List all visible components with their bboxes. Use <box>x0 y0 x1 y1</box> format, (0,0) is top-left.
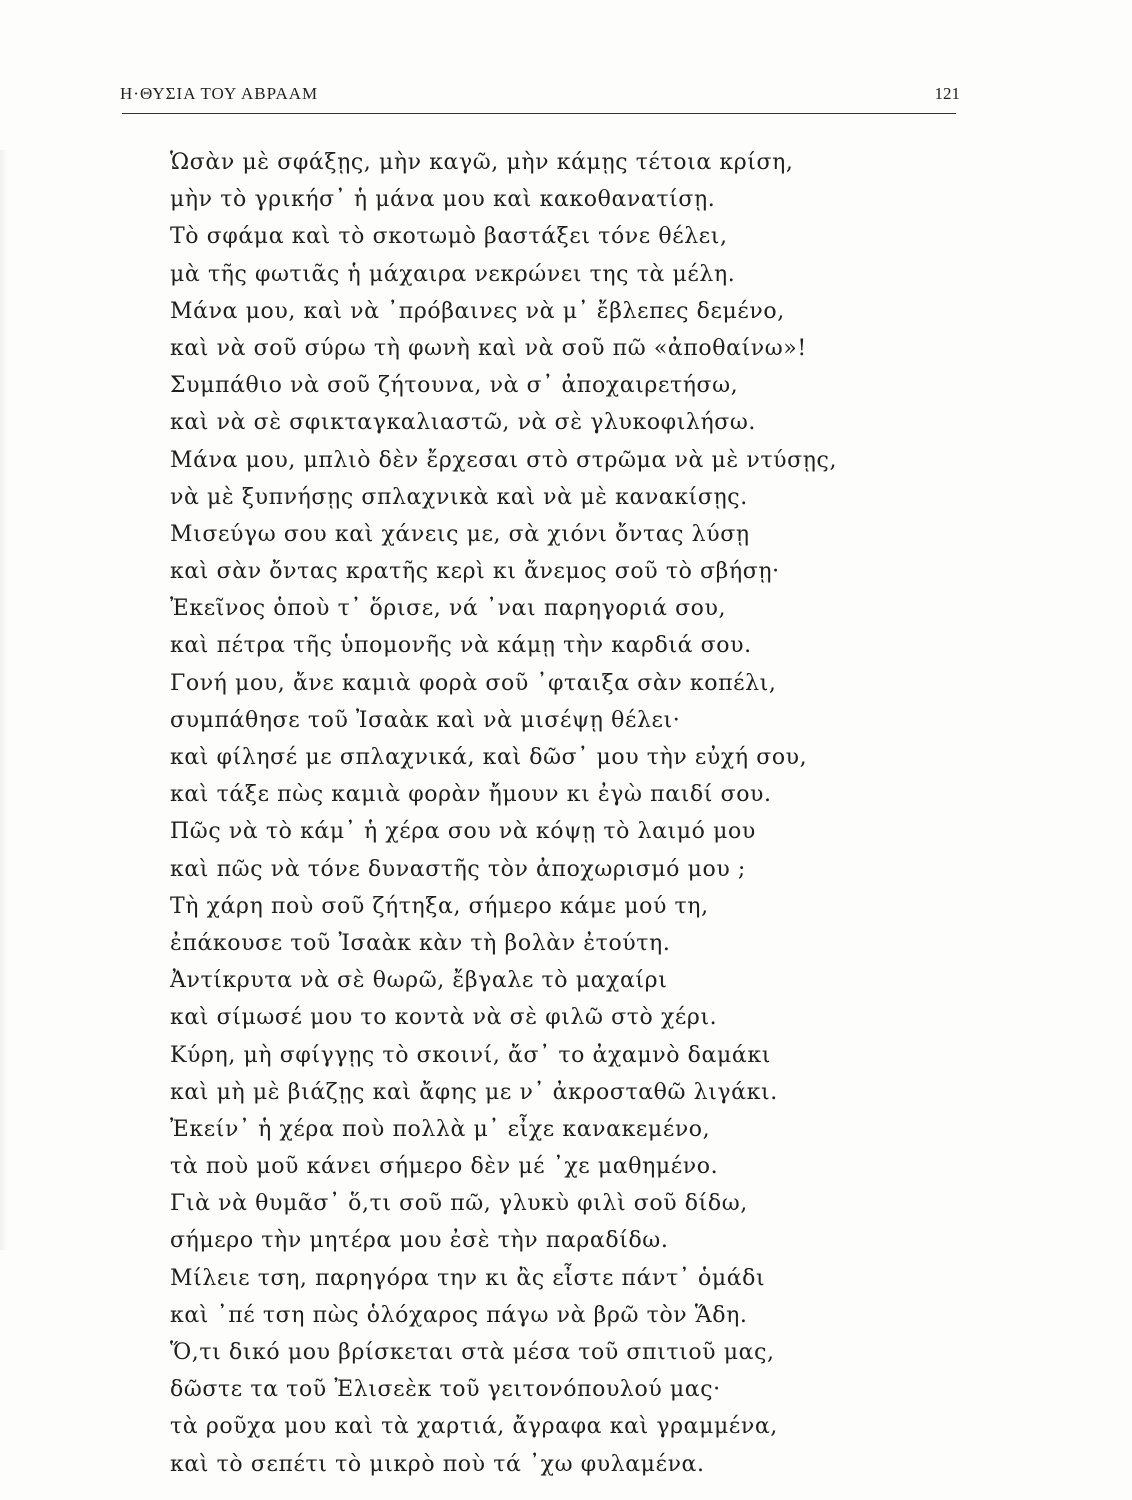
poem-line: δῶστε τα τοῦ Ἐλισεὲκ τοῦ γειτονόπουλού μας· <box>170 1377 721 1403</box>
running-header <box>120 84 960 114</box>
poem-line: τὰ ποὺ μοῦ κάνει σήμερο δὲν μέ ᾽χε μαθημένο. <box>170 1154 719 1180</box>
running-title: Η·ΘΥΣΙΑ ΤΟΥ ΑΒΡΑΑΜ <box>120 84 319 103</box>
header-rule <box>122 113 956 114</box>
poem-line: Μάνα μου, μπλιὸ δὲν ἔρχεσαι στὸ στρῶμα νὰ μὲ ντύσῃς, <box>170 447 838 473</box>
poem-line: Κύρη, μὴ σφίγγῃς τὸ σκοινί, ἄσ᾽ το ἀχαμνὸ δαμάκι <box>170 1042 771 1068</box>
poem-line: καὶ πῶς νὰ τόνε δυναστῆς τὸν ἀποχωρισμό μου ; <box>170 856 746 882</box>
poem-line: Ὡσὰν μὲ σφάξῃς, μὴν καγῶ, μὴν κάμῃς τέτοια κρίση, <box>170 150 794 175</box>
poem-line: Ἐκεῖνος ὁποὺ τ᾽ ὅρισε, νά ᾽ναι παρηγοριά σου, <box>170 596 727 622</box>
poem-line: καὶ νὰ σὲ σφικταγκαλιαστῶ, νὰ σὲ γλυκοφιλήσω. <box>170 410 756 436</box>
poem-line: Γονή μου, ἄνε καμιὰ φορὰ σοῦ ᾽φταιξα σὰν κοπέλι, <box>170 670 777 696</box>
poem-line: καὶ σὰν ὄντας κρατῆς κερὶ κι ἄνεμος σοῦ τὸ σβήσῃ· <box>170 559 780 585</box>
poem-line: Ὅ,τι δικό μου βρίσκεται στὰ μέσα τοῦ σπιτιοῦ μας, <box>170 1340 775 1365</box>
poem-line: καὶ πέτρα τῆς ὑπομονῆς νὰ κάμῃ τὴν καρδιά σου. <box>170 633 752 659</box>
poem-line: ἐπάκουσε τοῦ Ἰσαὰκ κὰν τὴ βολὰν ἐτούτη. <box>170 930 671 956</box>
poem-line: Γιὰ νὰ θυμᾶσ᾽ ὅ,τι σοῦ πῶ, γλυκὺ φιλὶ σοῦ δίδω, <box>170 1191 748 1217</box>
poem-line: καὶ μὴ μὲ βιάζῃς καὶ ἄφης με ν᾽ ἀκροσταθῶ λιγάκι. <box>170 1079 778 1105</box>
poem-line: καὶ τὸ σεπέτι τὸ μικρὸ ποὺ τά ᾽χω φυλαμένα. <box>170 1451 705 1477</box>
page-number: 121 <box>934 84 960 103</box>
poem-line: νὰ μὲ ξυπνήσῃς σπλαχνικὰ καὶ νὰ μὲ κανακίσῃς. <box>170 484 748 510</box>
poem-line: Μάνα μου, καὶ νὰ ᾽πρόβαινες νὰ μ᾽ ἔβλεπες δεμένο, <box>170 298 785 324</box>
poem-line: Πῶς νὰ τὸ κάμ᾽ ἡ χέρα σου νὰ κόψῃ τὸ λαιμό μου <box>170 819 756 845</box>
poem-line: τὰ ροῦχα μου καὶ τὰ χαρτιά, ἄγραφα καὶ γραμμένα, <box>170 1414 778 1440</box>
poem-line: σήμερο τὴν μητέρα μου ἐσὲ τὴν παραδίδω. <box>170 1228 669 1254</box>
poem-line: συμπάθησε τοῦ Ἰσαὰκ καὶ νὰ μισέψῃ θέλει· <box>170 707 681 733</box>
poem-line: Ἀντίκρυτα νὰ σὲ θωρῶ, ἔβγαλε τὸ μαχαίρι <box>170 968 668 994</box>
poem-line: καὶ ᾽πέ τση πὼς ὁλόχαρος πάγω νὰ βρῶ τὸν Ἅδη. <box>170 1302 748 1328</box>
poem-line: μὴν τὸ γρικήσ᾽ ἡ μάνα μου καὶ κακοθανατίσῃ. <box>170 187 716 213</box>
poem-body <box>170 144 910 1483</box>
page-edge-shadow <box>0 150 8 1250</box>
poem-line: Μισεύγω σου καὶ χάνεις με, σὰ χιόνι ὄντας λύσῃ <box>170 521 750 547</box>
poem-line: καὶ τάξε πὼς καμιὰ φορὰν ἤμουν κι ἐγὼ παιδί σου. <box>170 782 772 808</box>
poem-line: Συμπάθιο νὰ σοῦ ζήτουνα, νὰ σ᾽ ἀποχαιρετήσω, <box>170 373 739 399</box>
poem-line: Ἐκείν᾽ ἡ χέρα ποὺ πολλὰ μ᾽ εἶχε κανακεμένο, <box>170 1116 711 1142</box>
poem-line: καὶ φίλησέ με σπλαχνικά, καὶ δῶσ᾽ μου τὴν εὐχή σου, <box>170 745 808 770</box>
poem-line: μὰ τῆς φωτιᾶς ἡ μάχαιρα νεκρώνει της τὰ μέλη. <box>170 261 736 287</box>
poem-line: καὶ σίμωσέ μου το κοντὰ νὰ σὲ φιλῶ στὸ χέρι. <box>170 1005 718 1031</box>
poem-line: Μίλειε τση, παρηγόρα την κι ἂς εἶστε πάντ᾽ ὁμάδι <box>170 1265 766 1291</box>
poem-line: Τὸ σφάμα καὶ τὸ σκοτωμὸ βαστάξει τόνε θέλει, <box>170 224 728 250</box>
poem-line: καὶ νὰ σοῦ σύρω τὴ φωνὴ καὶ νὰ σοῦ πῶ «ἀποθαίνω»! <box>170 335 807 361</box>
poem-line: Τὴ χάρη ποὺ σοῦ ζήτηξα, σήμερο κάμε μού τη, <box>170 893 709 919</box>
